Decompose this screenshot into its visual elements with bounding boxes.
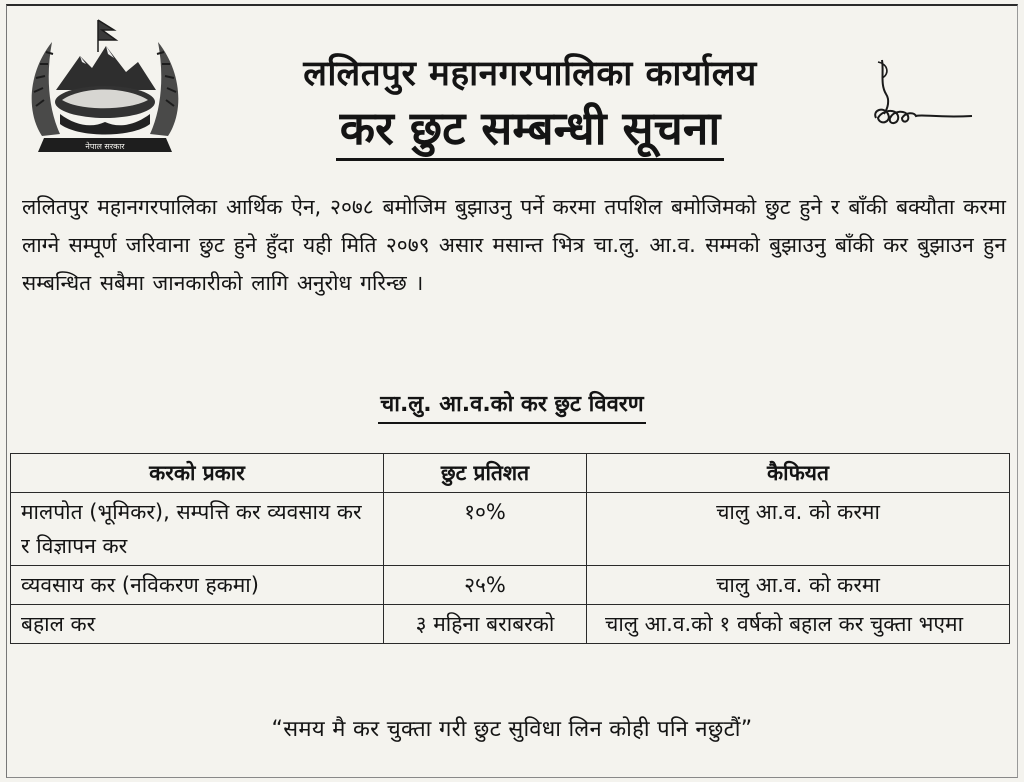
office-name: ललितपुर महानगरपालिका कार्यालय bbox=[303, 54, 757, 94]
table-header-row bbox=[11, 454, 1010, 493]
discount-cell: २५% bbox=[384, 566, 587, 605]
remarks-cell: चालु आ.व. को करमा bbox=[587, 566, 1010, 605]
column-header-discount: छुट प्रतिशत bbox=[384, 454, 587, 493]
tax-type-cell: व्यवसाय कर (नविकरण हकमा) bbox=[11, 566, 384, 605]
column-header-remarks: कैफियत bbox=[587, 454, 1010, 493]
column-header-tax-type: करको प्रकार bbox=[11, 454, 384, 493]
discount-cell: ३ महिना बराबरको bbox=[384, 605, 587, 644]
tax-discount-table bbox=[10, 453, 1010, 644]
table-row bbox=[11, 605, 1010, 644]
table-row bbox=[11, 566, 1010, 605]
svg-text:नेपाल सरकार: नेपाल सरकार bbox=[85, 142, 125, 151]
table-heading: चा.लु. आ.व.को कर छुट विवरण bbox=[378, 388, 645, 424]
tax-type-cell: मालपोत (भूमिकर), सम्पत्ति कर व्यवसाय कर र विज्ञापन कर bbox=[11, 493, 384, 566]
notice-title: कर छुट सम्बन्धी सूचना bbox=[336, 100, 725, 161]
table-row bbox=[11, 493, 1010, 566]
nepal-government-emblem-icon bbox=[22, 16, 188, 160]
notice-paragraph: ललितपुर महानगरपालिका आर्थिक ऐन, २०७८ बमोजिम बुझाउनु पर्ने करमा तपशिल बमोजिमको छुट हुने र बाँकी बक्यौता करमा लाग्ने सम्पूर्ण जरिवाना छुट हुने हुँदा यही मिति २०७९ असार मसान्त भित्र चा.लु. आ.व. सम्मको बुझाउनु बाँकी कर बुझाउन हुन सम्बन्धित सबैमा जानकारीको लागि अनुरोध गरिन्छ । bbox=[22, 195, 1006, 295]
remarks-cell: चालु आ.व. को करमा bbox=[587, 493, 1010, 566]
tax-type-cell: बहाल कर bbox=[11, 605, 384, 644]
remarks-cell: चालु आ.व.को १ वर्षको बहाल कर चुक्ता भएमा bbox=[587, 605, 1010, 644]
handwritten-signature-icon bbox=[868, 54, 980, 136]
discount-cell: १०% bbox=[384, 493, 587, 566]
footer-slogan: “समय मै कर चुक्ता गरी छुट सुविधा लिन कोही पनि नछुटौं” bbox=[271, 717, 753, 742]
